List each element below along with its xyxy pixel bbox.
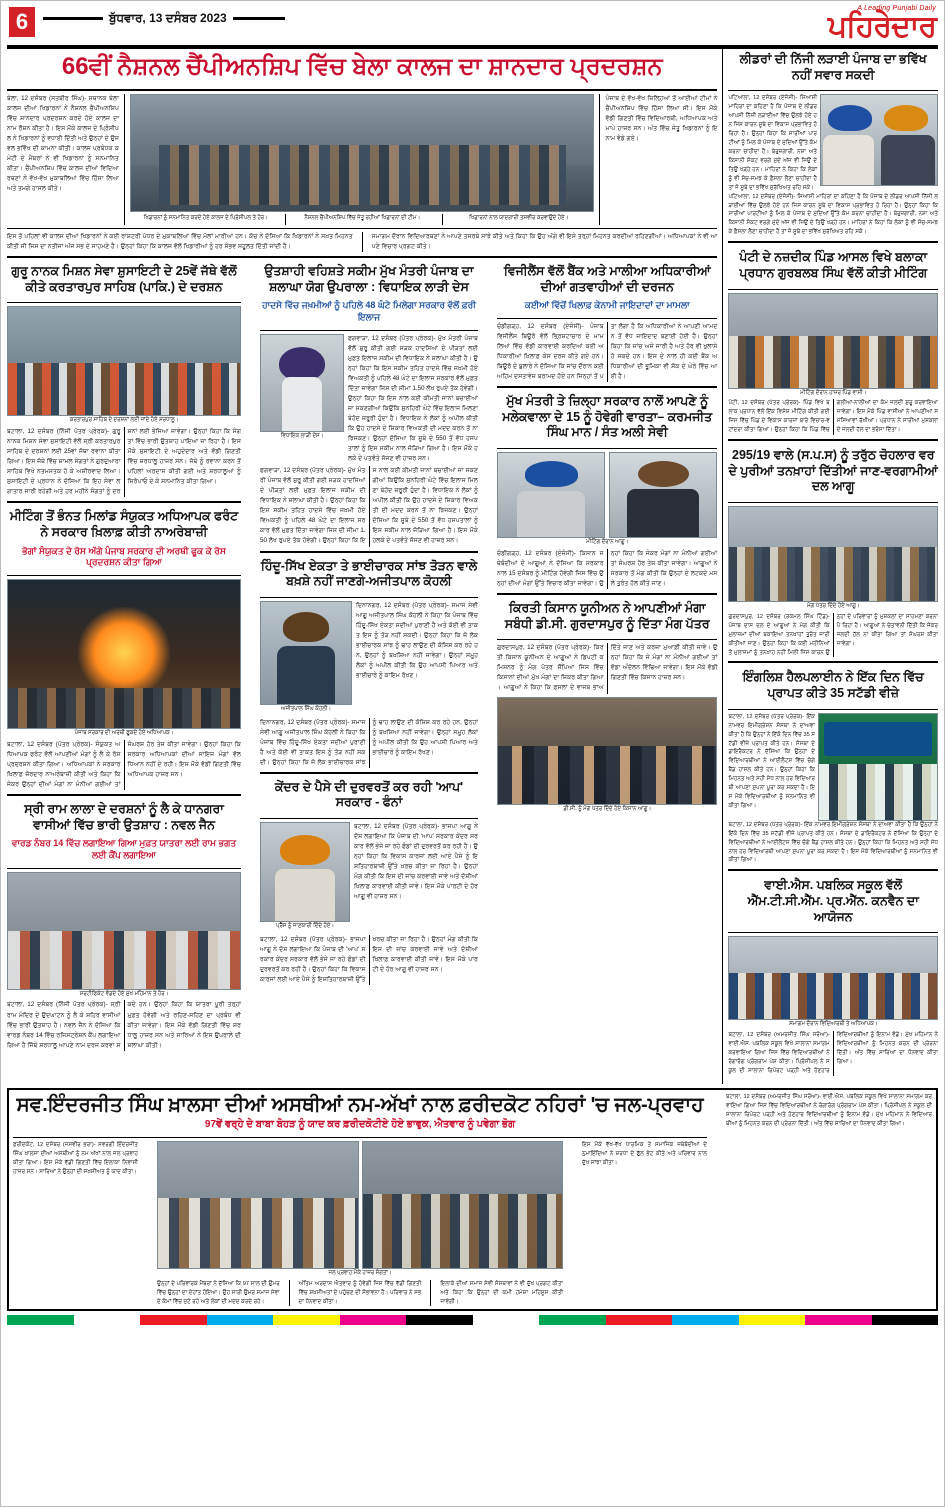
section-utshahi <box>260 261 478 547</box>
lead-story <box>7 49 717 252</box>
section-photo <box>820 94 938 186</box>
lead-photo-block <box>130 94 594 225</box>
section-subhead: ਭੋਗਾਂ ਸੰਯੁਕਤ ਦੇ ਰੋਸ ਅੱਗੇ ਪੰਜਾਬ ਸਰਕਾਰ ਦੀ ਅਰਥੀ ਫੂਕ ਕੇ ਰੋਸ ਪ੍ਰਦਰਸ਼ਨ ਕੀਤਾ ਗਿਆ <box>22 545 226 568</box>
section-kirti-kisan <box>497 598 717 815</box>
section-subhead: ਕਈਆਂ ਵਿੱਚੋਂ ਖਿਲਾਫ਼ ਕੇਨਾਮੀ ਜਾਇਦਾਦਾਂ ਦਾ ਮਾਮਲਾ <box>524 300 690 311</box>
section-headline: ਕਿਰਤੀ ਕਿਸਾਨ ਯੂਨੀਅਨ ਨੇ ਆਪਣੀਆਂ ਮੰਗਾ ਸਬੰਧੀ ਡੀ.ਸੀ. ਗੁਰਦਾਸਪੁਰ ਨੂੰ ਦਿੱਤਾ ਮੰਗ ਪੱਤਰ <box>504 601 710 631</box>
section-caption: ਅਜੀਤਪਾਲ ਸਿੰਘ ਕੋਹਲੀ। <box>280 705 332 712</box>
section-photo <box>7 872 241 990</box>
section-caption: ਪ੍ਰੈੱਸ ਨੂੰ ਜਾਣਕਾਰੀ ਦਿੰਦੇ ਹੋਏ। <box>275 923 335 930</box>
bottom-headline: ਸਵ.ਇੰਦਰਜੀਤ ਸਿੰਘ ਖ਼ਾਲਸਾ ਦੀਆਂ ਅਸਥੀਆਂ ਨਮ-ਅੱਖਾਂ ਨਾਲ ਫ਼ਰੀਦਕੋਟ ਨਹਿਰਾਂ 'ਚ ਜਲ-ਪ੍ਰਵਾਹ <box>16 1093 704 1116</box>
section-body: ਪੰਟੀ, 12 ਦਸੰਬਰ (ਪੱਤਰ ਪ੍ਰੇਰਕ)- ਪਿੰਡ ਵਿਖੇ ਬਲਾਕ ਪ੍ਰਧਾਨ ਵੱਲੋਂ ਇੱਕ ਵਿਸ਼ੇਸ਼ ਮੀਟਿੰਗ ਕੀਤੀ ਗਈ ਜਿਸ ਵਿੱਚ ਪਿੰਡ ਦੇ ਵਿਕਾਸ ਕਾਰਜਾਂ ਬਾਰੇ ਵਿਚਾਰ-ਵਟਾਂਦਰਾ ਕੀਤਾ ਗਿਆ। ਉਨ੍ਹਾਂ ਕਿਹਾ ਕਿ ਪਿੰਡ ਵਿੱਚ ਗਲੀਆਂ-ਨਾਲੀਆਂ ਦਾ ਕੰਮ ਜਲਦੀ ਸ਼ੁਰੂ ਕਰਵਾਇਆ ਜਾਵੇਗਾ। ਇਸ ਮੌਕੇ ਪਿੰਡ ਵਾਸੀਆਂ ਨੇ ਆਪਣੀਆਂ ਸਮੱਸਿਆਵਾਂ ਰੱਖੀਆਂ। ਪ੍ਰਧਾਨ ਨੇ ਸਾਰੀਆਂ ਮੁਸ਼ਕਲਾਂ ਦੇ ਜਲਦੀ ਹੱਲ ਦਾ ਭਰੋਸਾ ਦਿੱਤਾ। <box>728 400 938 434</box>
section-body: ਬਟਾਲਾ, 12 ਦਸੰਬਰ (ਪੱਤਰ ਪ੍ਰੇਰਕ)- ਸੰਯੁਕਤ ਅਧਿਆਪਕ ਫਰੰਟ ਵੱਲੋਂ ਆਪਣੀਆਂ ਮੰਗਾਂ ਨੂੰ ਲੈ ਕੇ ਰੋਸ ਪ੍ਰਦਰਸ਼ਨ ਕੀਤਾ ਗਿਆ। ਅਧਿਆਪਕਾਂ ਨੇ ਸਰਕਾਰ ਖ਼ਿਲਾਫ਼ ਜ਼ੋਰਦਾਰ ਨਾਅਰੇਬਾਜ਼ੀ ਕੀਤੀ ਅਤੇ ਕਿਹਾ ਕਿ ਜੇਕਰ ਉਨ੍ਹਾਂ ਦੀਆਂ ਮੰਗਾਂ ਨਾ ਮੰਨੀਆਂ ਗਈਆਂ ਤਾਂ ਸੰਘਰਸ਼ ਹੋਰ ਤੇਜ਼ ਕੀਤਾ ਜਾਵੇਗਾ। ਉਨ੍ਹਾਂ ਕਿਹਾ ਕਿ ਸਰਕਾਰ ਅਧਿਆਪਕਾਂ ਦੀਆਂ ਜਾਇਜ਼ ਮੰਗਾਂ ਵੱਲ ਧਿਆਨ ਨਹੀਂ ਦੇ ਰਹੀ। ਇਸ ਮੌਕੇ ਵੱਡੀ ਗਿਣਤੀ ਵਿੱਚ ਅਧਿਆਪਕ ਹਾਜ਼ਰ ਸਨ। <box>7 740 241 788</box>
section-caption: ਪੰਜਾਬ ਸਰਕਾਰ ਦੀ ਅਰਥੀ ਫੂਕਦੇ ਹੋਏ ਅਧਿਆਪਕ। <box>74 729 174 736</box>
lead-body-4: ਪੰਜਾਬ ਦੇ ਵੱਖ-ਵੱਖ ਜ਼ਿਲ੍ਹਿਆਂ ਤੋਂ ਆਈਆਂ ਟੀਮਾਂ ਨੇ ਚੈਂਪੀਅਨਸ਼ਿਪ ਵਿੱਚ ਹਿੱਸਾ ਲਿਆ ਸੀ। ਇਸ ਮੌਕੇ ਵੱਡੀ ਗਿਣਤੀ ਵਿੱਚ ਵਿਦਿਆਰਥੀ, ਅਧਿਆਪਕ ਅਤੇ ਮਾਪੇ ਹਾਜ਼ਰ ਸਨ। ਅੰਤ ਵਿੱਚ ਜੇਤੂ ਖਿਡਾਰਨਾਂ ਨੂੰ ਇਨਾਮ ਵੰਡੇ ਗਏ। <box>605 95 718 143</box>
section-headline: ਪੰਟੀ ਦੇ ਨਜ਼ਦੀਕ ਪਿੰਡ ਆਸਲ ਵਿਖੇ ਬਲਾਕਾ ਪ੍ਰਧਾਨ ਗੁਰਬਲਬ ਸਿੰਘ ਵੱਲੋਂ ਕੀਤੀ ਮੀਟਿੰਗ <box>739 250 928 280</box>
color-registration-strip <box>7 1315 938 1325</box>
section-subhead: ਵਾਰਡ ਨੰਬਰ 14 ਵਿੱਚ ਲਗਾਇਆ ਗਿਆ ਮੁਫ਼ਤ ਯਾਤਰਾ ਲਈ ਰਾਮ ਭਗਤ ਲਈ ਕੈਂਪ ਲਗਾਇਆ <box>11 838 237 860</box>
bottom-caption: ਜਲ ਪ੍ਰਵਾਹ ਮੌਕੇ ਹਾਜ਼ਰ ਸੰਗਤਾਂ। <box>328 1269 392 1276</box>
section-caption: ਸਮਾਗਮ ਦੌਰਾਨ ਵਿਦਿਆਰਥੀ ਤੇ ਅਧਿਆਪਕ। <box>789 1021 878 1028</box>
section-photo <box>260 334 344 432</box>
section-photo <box>7 579 241 729</box>
page-body <box>1 49 944 1084</box>
date-rule-left <box>43 17 103 20</box>
section-headline: ਵਾਈ.ਐਸ. ਪਬਲਿਕ ਸਕੂਲ ਵੱਲੋਂ ਐੱਮ.ਟੀ.ਸੀ.ਐੱਮ. ਪ੍ਰ.ਐੱਨ. ਕਨਵੈਨ ਦਾ ਆਯੋਜਨ <box>747 878 919 924</box>
section-ram-lala <box>7 799 241 1051</box>
masthead-brand <box>828 5 936 42</box>
section-body-left: ਬਟਾਲਾ, 12 ਦਸੰਬਰ (ਪੱਤਰ ਪ੍ਰੇਰਕ)- ਇੱਕ ਨਾਮਵਰ ਇਮੀਗ੍ਰੇਸ਼ਨ ਸੰਸਥਾ ਨੇ ਦਾਅਵਾ ਕੀਤਾ ਹੈ ਕਿ ਉਨ੍ਹਾਂ ਨੇ ਇੱਕੋ ਦਿਨ ਵਿੱਚ 35 ਸਟੱਡੀ ਵੀਜ਼ੇ ਪ੍ਰਾਪਤ ਕੀਤੇ ਹਨ। ਸੰਸਥਾ ਦੇ ਡਾਇਰੈਕਟਰ ਨੇ ਦੱਸਿਆ ਕਿ ਉਨ੍ਹਾਂ ਦੇ ਵਿਦਿਆਰਥੀਆਂ ਨੇ ਆਈਲੈਟਸ ਵਿੱਚ ਚੰਗੇ ਬੈਂਡ ਹਾਸਲ ਕੀਤੇ ਹਨ। ਉਨ੍ਹਾਂ ਕਿਹਾ ਕਿ ਮਿਹਨਤ ਅਤੇ ਸਹੀ ਸੇਧ ਨਾਲ ਹਰ ਵਿਦਿਆਰਥੀ ਆਪਣਾ ਸੁਪਨਾ ਪੂਰਾ ਕਰ ਸਕਦਾ ਹੈ। ਇਸ ਮੌਕੇ ਵਿਦਿਆਰਥੀਆਂ ਨੂੰ ਸਨਮਾਨਿਤ ਵੀ ਕੀਤਾ ਗਿਆ। <box>728 713 815 810</box>
section-headline: ਲੀਡਰਾਂ ਦੀ ਨਿੱਜੀ ਲੜਾਈ ਪੰਜਾਬ ਦਾ ਭਵਿੱਖ ਨਹੀਂ ਸਵਾਰ ਸਕਦੀ <box>739 52 927 82</box>
bottom-photo-2 <box>362 1141 564 1269</box>
section-caption: ਡੀ.ਸੀ. ਨੂੰ ਮੰਗ ਪੱਤਰ ਦਿੰਦੇ ਹੋਏ ਕਿਸਾਨ ਆਗੂ। <box>563 805 652 812</box>
lead-body-2: ਇਸ ਤੋਂ ਪਹਿਲਾਂ ਵੀ ਕਾਲਜ ਦੀਆਂ ਖਿਡਾਰਨਾਂ ਨੇ ਕਈ ਰਾਸ਼ਟਰੀ ਪੱਧਰ ਦੇ ਮੁਕਾਬਲਿਆਂ ਵਿੱਚ ਮੱਲਾਂ ਮਾਰੀਆਂ ਹਨ। ਕੋਚ ਨੇ ਦੱਸਿਆ ਕਿ ਖਿਡਾਰਨਾਂ ਨੇ ਸਖ਼ਤ ਮਿਹਨਤ ਕੀਤੀ ਸੀ ਜਿਸ ਦਾ ਨਤੀਜਾ ਅੱਜ ਸਭ ਦੇ ਸਾਹਮਣੇ ਹੈ। ਉਨ੍ਹਾਂ ਕਿਹਾ ਕਿ ਕਾਲਜ ਵੱਲੋਂ ਖਿਡਾਰੀਆਂ ਨੂੰ ਹਰ ਸੰਭਵ ਸਹੂਲਤ ਦਿੱਤੀ ਜਾਂਦੀ ਹੈ। <box>7 232 353 250</box>
lead-col-4 <box>605 94 717 225</box>
section-headline: ਵਿਜੀਲੈਂਸ ਵੱਲੋਂ ਬੈਂਕ ਅਤੇ ਮਾਲੀਆ ਅਧਿਕਾਰੀਆਂ ਦੀਆਂ ਗਤਵਾਹੀਆਂ ਦੀ ਦਰਜਨ <box>503 263 711 294</box>
section-photo <box>728 506 938 602</box>
section-body: ਬਟਾਲਾ, 12 ਦਸੰਬਰ (ਪੱਤਰ ਪ੍ਰੇਰਕ)- ਇੱਕ ਨਾਮਵਰ ਇਮੀਗ੍ਰੇਸ਼ਨ ਸੰਸਥਾ ਨੇ ਦਾਅਵਾ ਕੀਤਾ ਹੈ ਕਿ ਉਨ੍ਹਾਂ ਨੇ ਇੱਕੋ ਦਿਨ ਵਿੱਚ 35 ਸਟੱਡੀ ਵੀਜ਼ੇ ਪ੍ਰਾਪਤ ਕੀਤੇ ਹਨ। ਸੰਸਥਾ ਦੇ ਡਾਇਰੈਕਟਰ ਨੇ ਦੱਸਿਆ ਕਿ ਉਨ੍ਹਾਂ ਦੇ ਵਿਦਿਆਰਥੀਆਂ ਨੇ ਆਈਲੈਟਸ ਵਿੱਚ ਚੰਗੇ ਬੈਂਡ ਹਾਸਲ ਕੀਤੇ ਹਨ। ਉਨ੍ਹਾਂ ਕਿਹਾ ਕਿ ਮਿਹਨਤ ਅਤੇ ਸਹੀ ਸੇਧ ਨਾਲ ਹਰ ਵਿਦਿਆਰਥੀ ਆਪਣਾ ਸੁਪਨਾ ਪੂਰਾ ਕਰ ਸਕਦਾ ਹੈ। ਇਸ ਮੌਕੇ ਵਿਦਿਆਰਥੀਆਂ ਨੂੰ ਸਨਮਾਨਿਤ ਵੀ ਕੀਤਾ ਗਿਆ। <box>728 821 938 864</box>
section-ticket <box>728 445 938 663</box>
bottom-right-col <box>722 1093 936 1129</box>
section-photo <box>497 697 717 805</box>
section-photo <box>260 601 352 705</box>
section-headline: ਉਤਸ਼ਾਹੀ ਵਹਿਸ਼ਤੇ ਸਕੀਮ ਮੁੱਖ ਮੰਤਰੀ ਪੰਜਾਬ ਦਾ ਸ਼ਲਾਘਾ ਯੋਗ ਉਪਰਾਲਾ : ਵਿਧਾਇਕ ਲਾੜੀ ਦੇਸ <box>264 263 474 294</box>
section-headline: 295/19 ਵਾਲੇ (ਸ.ਪ.ਸ) ਨੂੰ ਤਰੁੱਠ ਚੋਹਲਾਰ ਵਰ ਦੇ ਪੁਰੀਆਂ ਤਨਖ਼ਾਹਾਂ ਦਿੱਤੀਆਂ ਜਾਣ-ਵਰਗਾਮੀਆਂ ਦਲ ਆਗੂ <box>728 448 938 494</box>
section-leaders <box>728 49 938 243</box>
section-photo <box>728 293 938 389</box>
lead-headline: 66ਵੀਂ ਨੈਸ਼ਨਲ ਚੈਂਪੀਅਨਸ਼ਿਪ ਵਿੱਚ ਬੇਲਾ ਕਾਲਜ ਦਾ ਸ਼ਾਨਦਾਰ ਪ੍ਰਦਰਸ਼ਨ <box>61 53 663 80</box>
lead-body-3: ਸਮਾਗਮ ਦੌਰਾਨ ਵਿਦਿਆਰਥਣਾਂ ਨੇ ਆਪਣੇ ਤਜਰਬੇ ਸਾਂਝੇ ਕੀਤੇ ਅਤੇ ਕਿਹਾ ਕਿ ਉਹ ਅੱਗੇ ਵੀ ਇਸੇ ਤਰ੍ਹਾਂ ਮਿਹਨਤ ਕਰਦੀਆਂ ਰਹਿਣਗੀਆਂ। ਅਧਿਆਪਕਾਂ ਨੇ ਵੀ ਆਪਣੇ ਵਿਚਾਰ ਪ੍ਰਗਟ ਕੀਤੇ। <box>371 232 718 250</box>
lead-caption-1: ਖਿਡਾਰਨਾਂ ਨੂੰ ਸਨਮਾਨਿਤ ਕਰਦੇ ਹੋਏ ਕਾਲਜ ਦੇ ਪ੍ਰਿੰਸੀਪਲ ਤੇ ਹੋਰ। <box>143 215 268 221</box>
section-body: ਬਟਾਲਾ, 12 ਦਸੰਬਰ (ਨਿੱਜੀ ਪੱਤਰ ਪ੍ਰੇਰਕ)- ਸ੍ਰੀ ਰਾਮ ਮੰਦਿਰ ਦੇ ਉਦਘਾਟਨ ਨੂੰ ਲੈ ਕੇ ਸ਼ਹਿਰ ਵਾਸੀਆਂ ਵਿੱਚ ਭਾਰੀ ਉਤਸ਼ਾਹ ਹੈ। ਨਵਲ ਜੈਨ ਨੇ ਦੱਸਿਆ ਕਿ ਵਾਰਡ ਨੰਬਰ 14 ਵਿੱਚ ਰਜਿਸਟ੍ਰੇਸ਼ਨ ਕੈਂਪ ਲਗਾਇਆ ਗਿਆ ਹੈ ਜਿੱਥੇ ਸ਼ਰਧਾਲੂ ਆਪਣੇ ਨਾਮ ਦਰਜ ਕਰਵਾ ਸਕਦੇ ਹਨ। ਉਨ੍ਹਾਂ ਕਿਹਾ ਕਿ ਯਾਤਰਾ ਪੂਰੀ ਤਰ੍ਹਾਂ ਮੁਫ਼ਤ ਹੋਵੇਗੀ ਅਤੇ ਰਹਿਣ-ਸਹਿਣ ਦਾ ਪ੍ਰਬੰਧ ਵੀ ਕੀਤਾ ਜਾਵੇਗਾ। ਇਸ ਮੌਕੇ ਵੱਡੀ ਗਿਣਤੀ ਵਿੱਚ ਸ਼ਰਧਾਲੂ ਹਾਜ਼ਰ ਸਨ ਅਤੇ ਸਾਰਿਆਂ ਨੇ ਇਸ ਉਪਰਾਲੇ ਦੀ ਸ਼ਲਾਘਾ ਕੀਤੀ। <box>7 1001 241 1049</box>
section-headline: ਹਿੰਦੂ-ਸਿੱਖ ਏਕਤਾ ਤੇ ਭਾਈਚਾਰਕ ਸਾਂਝ ਤੋੜਨ ਵਾਲੇ ਬਖ਼ਸ਼ੇ ਨਹੀਂ ਜਾਣਗੇ-ਅਜੀਤਪਾਲ ਕੋਹਲੀ <box>260 558 478 589</box>
lead-caption-3: ਖਿਡਾਰਨਾਂ ਨਾਲ ਯਾਦਗਾਰੀ ਤਸਵੀਰ ਕਰਵਾਉਂਦੇ ਹੋਏ। <box>442 214 594 225</box>
lead-caption-2: ਨੈਸ਼ਨਲ ਚੈਂਪੀਅਨਸ਼ਿਪ ਵਿੱਚ ਜੇਤੂ ਰਹੀਆਂ ਖਿਡਾਰਨਾਂ ਦੀ ਟੀਮ। <box>285 214 437 225</box>
section-body-top: ਫਗਵਾੜਾ, 12 ਦਸੰਬਰ (ਪੱਤਰ ਪ੍ਰੇਰਕ)- ਮੁੱਖ ਮੰਤਰੀ ਪੰਜਾਬ ਵੱਲੋਂ ਸ਼ੁਰੂ ਕੀਤੀ ਗਈ ਸੜਕ ਹਾਦਸਿਆਂ ਦੇ ਪੀੜਤਾਂ ਲਈ ਮੁਫ਼ਤ ਇਲਾਜ ਸਕੀਮ ਦੀ ਵਿਧਾਇਕ ਨੇ ਸ਼ਲਾਘਾ ਕੀਤੀ ਹੈ। ਉਨ੍ਹਾਂ ਕਿਹਾ ਕਿ ਇਸ ਸਕੀਮ ਤਹਿਤ ਹਾਦਸੇ ਵਿੱਚ ਜਖ਼ਮੀ ਹੋਏ ਵਿਅਕਤੀ ਨੂੰ ਪਹਿਲੇ 48 ਘੰਟੇ ਦਾ ਇਲਾਜ ਸਰਕਾਰ ਵੱਲੋਂ ਮੁਫ਼ਤ ਦਿੱਤਾ ਜਾਵੇਗਾ ਜਿਸ ਦੀ ਸੀਮਾ 1.50 ਲੱਖ ਰੁਪਏ ਤੱਕ ਹੋਵੇਗੀ। ਉਨ੍ਹਾਂ ਕਿਹਾ ਕਿ ਇਸ ਨਾਲ ਕਈ ਕੀਮਤੀ ਜਾਨਾਂ ਬਚਾਈਆਂ ਜਾ ਸਕਣਗੀਆਂ ਕਿਉਂਕਿ ਸੁਨਹਿਰੀ ਘੰਟੇ ਵਿੱਚ ਇਲਾਜ ਮਿਲਣਾ ਬੇਹੱਦ ਜ਼ਰੂਰੀ ਹੁੰਦਾ ਹੈ। ਵਿਧਾਇਕ ਨੇ ਲੋਕਾਂ ਨੂੰ ਅਪੀਲ ਕੀਤੀ ਕਿ ਉਹ ਹਾਦਸੇ ਦੇ ਸ਼ਿਕਾਰ ਵਿਅਕਤੀ ਦੀ ਮਦਦ ਕਰਨ ਤੋਂ ਨਾ ਝਿਜਕਣ। ਉਨ੍ਹਾਂ ਦੱਸਿਆ ਕਿ ਸੂਬੇ ਦੇ 550 ਤੋਂ ਵੱਧ ਹਸਪਤਾਲਾਂ ਨੂੰ ਇਸ ਸਕੀਮ ਨਾਲ ਜੋੜਿਆ ਗਿਆ ਹੈ। ਇਸ ਮੌਕੇ ਹਲਕੇ ਦੇ ਪਤਵੰਤੇ ਸੱਜਣ ਵੀ ਹਾਜ਼ਰ ਸਨ। <box>348 334 478 463</box>
section-helpline <box>728 667 938 871</box>
bottom-right-body: ਬਟਾਲਾ, 12 ਦਸੰਬਰ (ਅਮਰਜੀਤ ਸਿੰਘ ਸਰੋਆ)- ਵਾਈ.ਐਸ. ਪਬਲਿਕ ਸਕੂਲ ਵਿਖੇ ਸਾਲਾਨਾ ਸਮਾਗਮ ਕਰਵਾਇਆ ਗਿਆ ਜਿਸ ਵਿੱਚ ਵਿਦਿਆਰਥੀਆਂ ਨੇ ਰੰਗਾਰੰਗ ਪ੍ਰੋਗਰਾਮ ਪੇਸ਼ ਕੀਤਾ। ਪ੍ਰਿੰਸੀਪਲ ਨੇ ਸਕੂਲ ਦੀ ਸਾਲਾਨਾ ਰਿਪੋਰਟ ਪੜ੍ਹੀ ਅਤੇ ਹੋਣਹਾਰ ਵਿਦਿਆਰਥੀਆਂ ਨੂੰ ਇਨਾਮ ਵੰਡੇ। ਮੁੱਖ ਮਹਿਮਾਨ ਨੇ ਵਿਦਿਆਰਥੀਆਂ ਨੂੰ ਮਿਹਨਤ ਕਰਨ ਦੀ ਪ੍ਰੇਰਨਾ ਦਿੱਤੀ। ਅੰਤ ਵਿੱਚ ਸਾਰਿਆਂ ਦਾ ਧੰਨਵਾਦ ਕੀਤਾ ਗਿਆ। <box>726 1093 932 1127</box>
section-headline: ਇੰਗਲਿਸ਼ ਹੈਲਪਲਾਈਨ ਨੇ ਇੱਕ ਦਿਨ ਵਿੱਚ ਪ੍ਰਾਪਤ ਕੀਤੇ 35 ਸਟੱਡੀ ਵੀਜ਼ੇ <box>742 670 924 701</box>
section-headline: ਸ੍ਰੀ ਰਾਮ ਲਾਲਾ ਦੇ ਦਰਸ਼ਨਾਂ ਨੂੰ ਲੈ ਕੇ ਧਾਨਗਰਾ ਵਾਸੀਆਂ ਵਿੱਚ ਭਾਰੀ ਉਤਸ਼ਾਹ : ਨਵਲ ਜੈਨ <box>24 802 224 832</box>
main-col-b <box>260 261 478 989</box>
lead-body-1: ਬੇਲਾ, 12 ਦਸੰਬਰ (ਸਤਬੀਰ ਸਿੰਘ)- ਸਥਾਨਕ ਬੇਲਾ ਕਾਲਜ ਦੀਆਂ ਖਿਡਾਰਨਾਂ ਨੇ ਨੈਸ਼ਨਲ ਚੈਂਪੀਅਨਸ਼ਿਪ ਵਿੱਚ ਸ਼ਾਨਦਾਰ ਪ੍ਰਦਰਸ਼ਨ ਕਰਦੇ ਹੋਏ ਕਾਲਜ ਦਾ ਨਾਮ ਰੌਸ਼ਨ ਕੀਤਾ ਹੈ। ਇਸ ਮੌਕੇ ਕਾਲਜ ਦੇ ਪ੍ਰਿੰਸੀਪਲ ਨੇ ਖਿਡਾਰਨਾਂ ਨੂੰ ਵਧਾਈ ਦਿੱਤੀ ਅਤੇ ਉਨ੍ਹਾਂ ਦੇ ਉਜਵਲ ਭਵਿੱਖ ਦੀ ਕਾਮਨਾ ਕੀਤੀ। ਕਾਲਜ ਪ੍ਰਬੰਧਕ ਕਮੇਟੀ ਦੇ ਮੈਂਬਰਾਂ ਨੇ ਵੀ ਖਿਡਾਰਨਾਂ ਨੂੰ ਸਨਮਾਨਿਤ ਕੀਤਾ। ਚੈਂਪੀਅਨਸ਼ਿਪ ਵਿੱਚ ਕਾਲਜ ਦੀਆਂ ਵਿਦਿਆਰਥਣਾਂ ਨੇ ਵੱਖ-ਵੱਖ ਮੁਕਾਬਲਿਆਂ ਵਿੱਚ ਹਿੱਸਾ ਲਿਆ ਅਤੇ ਤਮਗੇ ਹਾਸਲ ਕੀਤੇ। <box>7 95 119 193</box>
section-headline: ਗੁਰੂ ਨਾਨਕ ਮਿਸ਼ਨ ਸੇਵਾ ਸ਼ੁਸਾਇਟੀ ਦੇ 25ਵੇਂ ਜੱਥੇ ਵੱਲੋਂ ਕੀਤੇ ਕਰਤਾਰਪੁਰ ਸਾਹਿਬ (ਪਾਕਿ.) ਦੇ ਦਰਸ਼ਨ <box>11 263 237 294</box>
section-body-top: ਬਟਾਲਾ, 12 ਦਸੰਬਰ (ਪੱਤਰ ਪ੍ਰੇਰਕ)- ਭਾਜਪਾ ਆਗੂ ਨੇ ਦੋਸ਼ ਲਗਾਇਆ ਕਿ ਪੰਜਾਬ ਦੀ 'ਆਪ' ਸਰਕਾਰ ਕੇਂਦਰ ਸਰਕਾਰ ਵੱਲੋਂ ਭੇਜੇ ਜਾ ਰਹੇ ਫੰਡਾਂ ਦੀ ਦੁਰਵਰਤੋਂ ਕਰ ਰਹੀ ਹੈ। ਉਨ੍ਹਾਂ ਕਿਹਾ ਕਿ ਵਿਕਾਸ ਕਾਰਜਾਂ ਲਈ ਆਏ ਪੈਸੇ ਨੂੰ ਇਸ਼ਤਿਹਾਰਬਾਜ਼ੀ ਉੱਤੇ ਖ਼ਰਚ ਕੀਤਾ ਜਾ ਰਿਹਾ ਹੈ। ਉਨ੍ਹਾਂ ਮੰਗ ਕੀਤੀ ਕਿ ਇਸ ਦੀ ਜਾਂਚ ਕਰਵਾਈ ਜਾਵੇ ਅਤੇ ਦੋਸ਼ੀਆਂ ਖ਼ਿਲਾਫ਼ ਕਾਰਵਾਈ ਕੀਤੀ ਜਾਵੇ। ਇਸ ਮੌਕੇ ਪਾਰਟੀ ਦੇ ਹੋਰ ਆਗੂ ਵੀ ਹਾਜ਼ਰ ਸਨ। <box>354 823 478 901</box>
bottom-subhead: 97ਵੇਂ ਵਰ੍ਹੇ ਦੇ ਬਾਬਾ ਬੋਹੜ ਨੂੰ ਯਾਦ ਕਰ ਫ਼ਰੀਦਕੋਟੀਏ ਹੋਏ ਭਾਵੁਕ, ਐਤਵਾਰ ਨੂੰ ਪਵੇਗਾ ਭੋਗ <box>204 1118 516 1130</box>
section-photo <box>728 936 938 1020</box>
section-caption: ਕਰਤਾਰਪੁਰ ਸਾਹਿਬ ਦੇ ਦਰਸ਼ਨਾਂ ਲਈ ਜਾਂਦੇ ਹੋਏ ਸ਼ਰਧਾਲੂ। <box>69 417 179 424</box>
section-body: ਫਗਵਾੜਾ, 12 ਦਸੰਬਰ (ਪੱਤਰ ਪ੍ਰੇਰਕ)- ਮੁੱਖ ਮੰਤਰੀ ਪੰਜਾਬ ਵੱਲੋਂ ਸ਼ੁਰੂ ਕੀਤੀ ਗਈ ਸੜਕ ਹਾਦਸਿਆਂ ਦੇ ਪੀੜਤਾਂ ਲਈ ਮੁਫ਼ਤ ਇਲਾਜ ਸਕੀਮ ਦੀ ਵਿਧਾਇਕ ਨੇ ਸ਼ਲਾਘਾ ਕੀਤੀ ਹੈ। ਉਨ੍ਹਾਂ ਕਿਹਾ ਕਿ ਇਸ ਸਕੀਮ ਤਹਿਤ ਹਾਦਸੇ ਵਿੱਚ ਜਖ਼ਮੀ ਹੋਏ ਵਿਅਕਤੀ ਨੂੰ ਪਹਿਲੇ 48 ਘੰਟੇ ਦਾ ਇਲਾਜ ਸਰਕਾਰ ਵੱਲੋਂ ਮੁਫ਼ਤ ਦਿੱਤਾ ਜਾਵੇਗਾ ਜਿਸ ਦੀ ਸੀਮਾ 1.50 ਲੱਖ ਰੁਪਏ ਤੱਕ ਹੋਵੇਗੀ। ਉਨ੍ਹਾਂ ਕਿਹਾ ਕਿ ਇਸ ਨਾਲ ਕਈ ਕੀਮਤੀ ਜਾਨਾਂ ਬਚਾਈਆਂ ਜਾ ਸਕਣਗੀਆਂ ਕਿਉਂਕਿ ਸੁਨਹਿਰੀ ਘੰਟੇ ਵਿੱਚ ਇਲਾਜ ਮਿਲਣਾ ਬੇਹੱਦ ਜ਼ਰੂਰੀ ਹੁੰਦਾ ਹੈ। ਵਿਧਾਇਕ ਨੇ ਲੋਕਾਂ ਨੂੰ ਅਪੀਲ ਕੀਤੀ ਕਿ ਉਹ ਹਾਦਸੇ ਦੇ ਸ਼ਿਕਾਰ ਵਿਅਕਤੀ ਦੀ ਮਦਦ ਕਰਨ ਤੋਂ ਨਾ ਝਿਜਕਣ। ਉਨ੍ਹਾਂ ਦੱਸਿਆ ਕਿ ਸੂਬੇ ਦੇ 550 ਤੋਂ ਵੱਧ ਹਸਪਤਾਲਾਂ ਨੂੰ ਇਸ ਸਕੀਮ ਨਾਲ ਜੋੜਿਆ ਗਿਆ ਹੈ। ਇਸ ਮੌਕੇ ਹਲਕੇ ਦੇ ਪਤਵੰਤੇ ਸੱਜਣ ਵੀ ਹਾਜ਼ਰ ਸਨ। <box>260 467 478 545</box>
right-rail <box>722 49 938 1084</box>
section-vigilance <box>497 261 717 382</box>
section-caption: ਮੀਟਿੰਗ ਦੌਰਾਨ ਹਾਜ਼ਰ ਪਿੰਡ ਵਾਸੀ। <box>800 389 867 396</box>
section-body-top: ਦਿਨਾਨਗਰ, 12 ਦਸੰਬਰ (ਪੱਤਰ ਪ੍ਰੇਰਕ)- ਸਮਾਜ ਸੇਵੀ ਆਗੂ ਅਜੀਤਪਾਲ ਸਿੰਘ ਕੋਹਲੀ ਨੇ ਕਿਹਾ ਕਿ ਪੰਜਾਬ ਵਿੱਚ ਹਿੰਦੂ-ਸਿੱਖ ਏਕਤਾ ਸਦੀਆਂ ਪੁਰਾਣੀ ਹੈ ਅਤੇ ਕੋਈ ਵੀ ਤਾਕਤ ਇਸ ਨੂੰ ਤੋੜ ਨਹੀਂ ਸਕਦੀ। ਉਨ੍ਹਾਂ ਕਿਹਾ ਕਿ ਜੋ ਲੋਕ ਭਾਈਚਾਰਕ ਸਾਂਝ ਨੂੰ ਢਾਹ ਲਾਉਣ ਦੀ ਕੋਸ਼ਿਸ਼ ਕਰ ਰਹੇ ਹਨ, ਉਨ੍ਹਾਂ ਨੂੰ ਬਖ਼ਸ਼ਿਆ ਨਹੀਂ ਜਾਵੇਗਾ। ਉਨ੍ਹਾਂ ਸਮੂਹ ਲੋਕਾਂ ਨੂੰ ਅਪੀਲ ਕੀਤੀ ਕਿ ਉਹ ਆਪਸੀ ਪਿਆਰ ਅਤੇ ਭਾਈਚਾਰੇ ਨੂੰ ਕਾਇਮ ਰੱਖਣ। <box>356 601 478 680</box>
lead-photo <box>130 94 594 212</box>
section-hindu-sikh <box>260 556 478 768</box>
main-column <box>7 49 717 1084</box>
section-cm-meeting <box>497 391 717 589</box>
section-caption: ਸਰਟੀਫਿਕੇਟ ਵੰਡਦੇ ਹੋਏ ਮੁੱਖ ਮਹਿਮਾਨ ਤੇ ਹੋਰ। <box>79 990 169 997</box>
section-caption: ਮੀਟਿੰਗ ਦੌਰਾਨ ਆਗੂ। <box>586 539 629 546</box>
bottom-col-1: ਫ਼ਰੀਦਕੋਟ, 12 ਦਸੰਬਰ (ਜਸਵੀਰ ਭਰਾ)- ਸਵਰਗੀ ਇੰਦਰਜੀਤ ਸਿੰਘ ਖ਼ਾਲਸਾ ਦੀਆਂ ਅਸਥੀਆਂ ਨੂੰ ਨਮ ਅੱਖਾਂ ਨਾਲ ਜਲ ਪ੍ਰਵਾਹ ਕੀਤਾ ਗਿਆ। ਇਸ ਮੌਕੇ ਵੱਡੀ ਗਿਣਤੀ ਵਿੱਚ ਇਲਾਕਾ ਨਿਵਾਸੀ ਹਾਜ਼ਰ ਸਨ। ਸਾਰਿਆਂ ਨੇ ਉਨ੍ਹਾਂ ਦੀ ਸਖ਼ਸ਼ੀਅਤ ਨੂੰ ਯਾਦ ਕੀਤਾ। <box>13 1141 138 1175</box>
issue-date: ਬੁੱਧਵਾਰ, 13 ਦਸੰਬਰ 2023 <box>109 11 227 25</box>
section-photo <box>7 306 241 416</box>
section-body: ਚੰਡੀਗੜ੍ਹ, 12 ਦਸੰਬਰ (ਏਜੰਸੀ)- ਕਿਸਾਨ ਜਥੇਬੰਦੀਆਂ ਦੇ ਆਗੂਆਂ ਨੇ ਦੱਸਿਆ ਕਿ ਸਰਕਾਰ ਨਾਲ 15 ਦਸੰਬਰ ਨੂੰ ਮੀਟਿੰਗ ਹੋਵੇਗੀ ਜਿਸ ਵਿੱਚ ਉਨ੍ਹਾਂ ਦੀਆਂ ਮੰਗਾਂ ਉੱਤੇ ਵਿਚਾਰ ਕੀਤਾ ਜਾਵੇਗਾ। ਉਨ੍ਹਾਂ ਕਿਹਾ ਕਿ ਜੇਕਰ ਮੰਗਾਂ ਨਾ ਮੰਨੀਆਂ ਗਈਆਂ ਤਾਂ ਸੰਘਰਸ਼ ਹੋਰ ਤੇਜ਼ ਕੀਤਾ ਜਾਵੇਗਾ। ਆਗੂਆਂ ਨੇ ਸਰਕਾਰ ਤੋਂ ਮੰਗ ਕੀਤੀ ਕਿ ਉਨ੍ਹਾਂ ਦੇ ਲਟਕਦੇ ਮਸਲੇ ਤੁਰੰਤ ਹੱਲ ਕੀਤੇ ਜਾਣ। <box>497 549 718 587</box>
date-rule-right <box>233 17 285 20</box>
section-body: ਗੁਰਦਾਸਪੁਰ, 12 ਦਸੰਬਰ (ਪੱਤਰ ਪ੍ਰੇਰਕ)- ਕਿਰਤੀ ਕਿਸਾਨ ਯੂਨੀਅਨ ਦੇ ਆਗੂਆਂ ਨੇ ਡਿਪਟੀ ਕਮਿਸ਼ਨਰ ਨੂੰ ਮੰਗ ਪੱਤਰ ਸੌਂਪਿਆ ਜਿਸ ਵਿੱਚ ਕਿਸਾਨਾਂ ਦੀਆਂ ਮੁੱਖ ਮੰਗਾਂ ਦਾ ਜ਼ਿਕਰ ਕੀਤਾ ਗਿਆ। ਆਗੂਆਂ ਨੇ ਕਿਹਾ ਕਿ ਫ਼ਸਲਾਂ ਦੇ ਵਾਜਬ ਭਾਅ ਦਿੱਤੇ ਜਾਣ ਅਤੇ ਕਰਜ਼ਾ ਮੁਆਫ਼ੀ ਕੀਤੀ ਜਾਵੇ। ਉਨ੍ਹਾਂ ਕਿਹਾ ਕਿ ਜੇ ਮੰਗਾਂ ਨਾ ਮੰਨੀਆਂ ਗਈਆਂ ਤਾਂ ਵੱਡਾ ਅੰਦੋਲਨ ਵਿੱਢਿਆ ਜਾਵੇਗਾ। ਇਸ ਮੌਕੇ ਵੱਡੀ ਗਿਣਤੀ ਵਿੱਚ ਕਿਸਾਨ ਹਾਜ਼ਰ ਸਨ। <box>497 644 718 692</box>
main-col-a <box>7 261 241 1055</box>
section-caption: ਵਿਧਾਇਕ ਲਾੜੀ ਦੇਸ। <box>280 432 324 439</box>
section-headline: ਕੇਂਦਰ ਦੇ ਪੈਸੇ ਦੀ ਦੁਰਵਰਤੋਂ ਕਰ ਰਹੀ 'ਆਪ' ਸਰਕਾਰ - ਫੰਨਾਂ <box>274 779 464 810</box>
bottom-photo-1 <box>157 1141 359 1269</box>
section-body: ਗੁਰਦਾਸਪੁਰ, 12 ਦਸੰਬਰ (ਰਕਮਲ ਸਿੰਘ ਟਿੰਡ)- ਪੰਜਾਬ ਦਾਸ ਦਲ ਦੇ ਆਗੂਆਂ ਨੇ ਮੰਗ ਕੀਤੀ ਕਿ ਮੁਲਾਜ਼ਮਾਂ ਦੀਆਂ ਬਕਾਇਆ ਤਨਖ਼ਾਹਾਂ ਤੁਰੰਤ ਜਾਰੀ ਕੀਤੀਆਂ ਜਾਣ। ਉਨ੍ਹਾਂ ਕਿਹਾ ਕਿ ਕਈ ਮਹੀਨਿਆਂ ਤੋਂ ਮੁਲਾਜ਼ਮਾਂ ਨੂੰ ਤਨਖ਼ਾਹ ਨਹੀਂ ਮਿਲੀ ਜਿਸ ਕਾਰਨ ਉਨ੍ਹਾਂ ਦੇ ਪਰਿਵਾਰਾਂ ਨੂੰ ਮੁਸ਼ਕਲਾਂ ਦਾ ਸਾਹਮਣਾ ਕਰਨਾ ਪੈ ਰਿਹਾ ਹੈ। ਆਗੂਆਂ ਨੇ ਚੇਤਾਵਨੀ ਦਿੱਤੀ ਕਿ ਜੇਕਰ ਜਲਦੀ ਹੱਲ ਨਾ ਕੀਤਾ ਗਿਆ ਤਾਂ ਸੰਘਰਸ਼ ਕੀਤਾ ਜਾਵੇਗਾ। <box>728 613 938 656</box>
bottom-col-3: ਅੰਤਿਮ ਅਰਦਾਸ ਐਤਵਾਰ ਨੂੰ ਹੋਵੇਗੀ ਜਿਸ ਵਿੱਚ ਵੱਡੀ ਗਿਣਤੀ ਵਿੱਚ ਸ਼ਖ਼ਸੀਅਤਾਂ ਦੇ ਪਹੁੰਚਣ ਦੀ ਸੰਭਾਵਨਾ ਹੈ। ਪਰਿਵਾਰ ਨੇ ਸਭ ਦਾ ਧੰਨਵਾਦ ਕੀਤਾ। <box>298 1280 422 1305</box>
masthead <box>1 1 944 43</box>
brand-name: ਪਹਿਰੇਦਾਰ <box>827 10 936 43</box>
bottom-feature <box>7 1088 938 1312</box>
section-nanak-mission <box>7 261 241 497</box>
section-nadala <box>728 247 938 441</box>
page-number: 6 <box>9 7 35 37</box>
section-caption: ਮੰਗ ਪੱਤਰ ਦਿੰਦੇ ਹੋਏ ਆਗੂ। <box>806 602 860 609</box>
section-headline: ਮੀਟਿੰਗ ਤੋਂ ਭੰਨਤ ਮਿਲਾਂਡ ਸੰਯੁਕਤ ਅਧਿਆਪਕ ਫਰੰਟ ਨੇ ਸਰਕਾਰ ਖ਼ਿਲਾਫ਼ ਕੀਤੀ ਨਾਅਰੇਬਾਜ਼ੀ <box>9 509 239 539</box>
section-photo <box>497 452 605 538</box>
section-photo <box>818 713 938 821</box>
section-dps <box>728 875 938 1079</box>
section-body: ਚੰਡੀਗੜ੍ਹ, 12 ਦਸੰਬਰ (ਏਜੰਸੀ)- ਪੰਜਾਬ ਵਿਜੀਲੈਂਸ ਬਿਊਰੋ ਵੱਲੋਂ ਭ੍ਰਿਸ਼ਟਾਚਾਰ ਦੇ ਮਾਮਲਿਆਂ ਵਿੱਚ ਵੱਡੀ ਕਾਰਵਾਈ ਕਰਦਿਆਂ ਕਈ ਅਧਿਕਾਰੀਆਂ ਖ਼ਿਲਾਫ਼ ਕੇਸ ਦਰਜ ਕੀਤੇ ਗਏ ਹਨ। ਬਿਊਰੋ ਦੇ ਬੁਲਾਰੇ ਨੇ ਦੱਸਿਆ ਕਿ ਜਾਂਚ ਦੌਰਾਨ ਕਈ ਅਹਿਮ ਦਸਤਾਵੇਜ਼ ਬਰਾਮਦ ਹੋਏ ਹਨ ਜਿਨ੍ਹਾਂ ਤੋਂ ਪਤਾ ਲੱਗਾ ਹੈ ਕਿ ਅਧਿਕਾਰੀਆਂ ਨੇ ਆਪਣੀ ਆਮਦਨ ਤੋਂ ਵੱਧ ਜਾਇਦਾਦ ਬਣਾਈ ਹੋਈ ਹੈ। ਉਨ੍ਹਾਂ ਕਿਹਾ ਕਿ ਜਾਂਚ ਅਜੇ ਜਾਰੀ ਹੈ ਅਤੇ ਹੋਰ ਵੀ ਖੁਲਾਸੇ ਹੋ ਸਕਦੇ ਹਨ। ਇਸ ਦੇ ਨਾਲ ਹੀ ਕਈ ਬੈਂਕ ਅਧਿਕਾਰੀਆਂ ਦੀ ਭੂਮਿਕਾ ਵੀ ਸ਼ੱਕ ਦੇ ਘੇਰੇ ਵਿੱਚ ਆਈ ਹੈ। <box>497 322 718 381</box>
bottom-col-4: ਇਲਾਕੇ ਦੀਆਂ ਸਮਾਜ ਸੇਵੀ ਸੰਸਥਾਵਾਂ ਨੇ ਵੀ ਦੁੱਖ ਪ੍ਰਗਟ ਕੀਤਾ ਅਤੇ ਕਿਹਾ ਕਿ ਉਨ੍ਹਾਂ ਦੀ ਕਮੀ ਹਮੇਸ਼ਾ ਮਹਿਸੂਸ ਕੀਤੀ ਜਾਵੇਗੀ। <box>440 1280 564 1305</box>
brand-tagline: A Leading Punjabi Daily <box>857 5 936 12</box>
section-body: ਪਟਿਆਲਾ, 12 ਦਸੰਬਰ (ਏਜੰਸੀ)- ਸਿਆਸੀ ਮਾਹਿਰਾਂ ਦਾ ਕਹਿਣਾ ਹੈ ਕਿ ਪੰਜਾਬ ਦੇ ਲੀਡਰ ਆਪਸੀ ਨਿੱਜੀ ਲੜਾਈਆਂ ਵਿੱਚ ਉਲਝੇ ਹੋਏ ਹਨ ਜਿਸ ਕਾਰਨ ਸੂਬੇ ਦਾ ਵਿਕਾਸ ਪ੍ਰਭਾਵਿਤ ਹੋ ਰਿਹਾ ਹੈ। ਉਨ੍ਹਾਂ ਕਿਹਾ ਕਿ ਸਾਰੀਆਂ ਪਾਰਟੀਆਂ ਨੂੰ ਮਿਲ ਕੇ ਪੰਜਾਬ ਦੇ ਮੁੱਦਿਆਂ ਉੱਤੇ ਕੰਮ ਕਰਨਾ ਚਾਹੀਦਾ ਹੈ। ਬੇਰੁਜ਼ਗਾਰੀ, ਨਸ਼ਾ ਅਤੇ ਕਿਸਾਨੀ ਸੰਕਟ ਵਰਗੇ ਮੁੱਦੇ ਅੱਜ ਵੀ ਜਿਉਂ ਦੇ ਤਿਉਂ ਖੜ੍ਹੇ ਹਨ। ਮਾਹਿਰਾਂ ਨੇ ਕਿਹਾ ਕਿ ਲੋਕਾਂ ਨੂੰ ਵੀ ਸੋਚ-ਸਮਝ ਕੇ ਫ਼ੈਸਲਾ ਲੈਣਾ ਚਾਹੀਦਾ ਹੈ ਤਾਂ ਜੋ ਸੂਬੇ ਦਾ ਭਵਿੱਖ ਸੁਰੱਖਿਅਤ ਰਹਿ ਸਕੇ। <box>728 193 938 236</box>
lead-col-1 <box>7 94 119 225</box>
section-kendra <box>260 777 478 985</box>
section-meeting <box>7 506 241 790</box>
section-body: ਬਟਾਲਾ, 12 ਦਸੰਬਰ (ਅਮਰਜੀਤ ਸਿੰਘ ਸਰੋਆ)- ਵਾਈ.ਐਸ. ਪਬਲਿਕ ਸਕੂਲ ਵਿਖੇ ਸਾਲਾਨਾ ਸਮਾਗਮ ਕਰਵਾਇਆ ਗਿਆ ਜਿਸ ਵਿੱਚ ਵਿਦਿਆਰਥੀਆਂ ਨੇ ਰੰਗਾਰੰਗ ਪ੍ਰੋਗਰਾਮ ਪੇਸ਼ ਕੀਤਾ। ਪ੍ਰਿੰਸੀਪਲ ਨੇ ਸਕੂਲ ਦੀ ਸਾਲਾਨਾ ਰਿਪੋਰਟ ਪੜ੍ਹੀ ਅਤੇ ਹੋਣਹਾਰ ਵਿਦਿਆਰਥੀਆਂ ਨੂੰ ਇਨਾਮ ਵੰਡੇ। ਮੁੱਖ ਮਹਿਮਾਨ ਨੇ ਵਿਦਿਆਰਥੀਆਂ ਨੂੰ ਮਿਹਨਤ ਕਰਨ ਦੀ ਪ੍ਰੇਰਨਾ ਦਿੱਤੀ। ਅੰਤ ਵਿੱਚ ਸਾਰਿਆਂ ਦਾ ਧੰਨਵਾਦ ਕੀਤਾ ਗਿਆ। <box>728 1032 938 1074</box>
section-headline: ਮੁੱਖ ਮੰਤਰੀ ਤੇ ਜ਼ਿਲ੍ਹਾ ਸਰਕਾਰ ਨਾਲੋਂ ਆਪਣੇ ਨੂੰ ਮਲੇਕਵਾਲਾ ਦੇ 15 ਨੂੰ ਹੋਵੇਗੀ ਵਾਰਤਾ– ਕਰਮਜੀਤ ਸਿੰਘ ਮਾਨ / ਸੰਤ ਅਲੀ ਸੇਵੀ <box>502 394 713 440</box>
section-body: ਬਟਾਲਾ, 12 ਦਸੰਬਰ (ਨਿੱਜੀ ਪੱਤਰ ਪ੍ਰੇਰਕ)- ਗੁਰੂ ਨਾਨਕ ਮਿਸ਼ਨ ਸੇਵਾ ਸੁਸਾਇਟੀ ਵੱਲੋਂ ਸ੍ਰੀ ਕਰਤਾਰਪੁਰ ਸਾਹਿਬ ਦੇ ਦਰਸ਼ਨਾਂ ਲਈ 25ਵਾਂ ਜੱਥਾ ਰਵਾਨਾ ਕੀਤਾ ਗਿਆ। ਇਸ ਜੱਥੇ ਵਿੱਚ ਸ਼ਾਮਲ ਸੰਗਤਾਂ ਨੇ ਗੁਰਦੁਆਰਾ ਸਾਹਿਬ ਵਿਖੇ ਨਤਮਸਤਕ ਹੋ ਕੇ ਅਸ਼ੀਰਵਾਦ ਲਿਆ। ਸੁਸਾਇਟੀ ਦੇ ਪ੍ਰਧਾਨ ਨੇ ਦੱਸਿਆ ਕਿ ਇਹ ਸੇਵਾ ਲਗਾਤਾਰ ਜਾਰੀ ਰਹੇਗੀ ਅਤੇ ਹਰ ਮਹੀਨੇ ਸੰਗਤਾਂ ਨੂੰ ਦਰਸ਼ਨਾਂ ਲਈ ਭੇਜਿਆ ਜਾਵੇਗਾ। ਉਨ੍ਹਾਂ ਕਿਹਾ ਕਿ ਸੰਗਤਾਂ ਵਿੱਚ ਭਾਰੀ ਉਤਸ਼ਾਹ ਪਾਇਆ ਜਾ ਰਿਹਾ ਹੈ। ਇਸ ਮੌਕੇ ਸੁਸਾਇਟੀ ਦੇ ਅਹੁਦੇਦਾਰ ਅਤੇ ਵੱਡੀ ਗਿਣਤੀ ਵਿੱਚ ਸ਼ਰਧਾਲੂ ਹਾਜ਼ਰ ਸਨ। ਜੱਥੇ ਨੂੰ ਰਵਾਨਾ ਕਰਨ ਤੋਂ ਪਹਿਲਾਂ ਅਰਦਾਸ ਕੀਤੀ ਗਈ ਅਤੇ ਸ਼ਰਧਾਲੂਆਂ ਨੂੰ ਸਿਰੋਪਾਓ ਦੇ ਕੇ ਸਨਮਾਨਿਤ ਕੀਤਾ ਗਿਆ। <box>7 428 241 496</box>
section-body: ਦਿਨਾਨਗਰ, 12 ਦਸੰਬਰ (ਪੱਤਰ ਪ੍ਰੇਰਕ)- ਸਮਾਜ ਸੇਵੀ ਆਗੂ ਅਜੀਤਪਾਲ ਸਿੰਘ ਕੋਹਲੀ ਨੇ ਕਿਹਾ ਕਿ ਪੰਜਾਬ ਵਿੱਚ ਹਿੰਦੂ-ਸਿੱਖ ਏਕਤਾ ਸਦੀਆਂ ਪੁਰਾਣੀ ਹੈ ਅਤੇ ਕੋਈ ਵੀ ਤਾਕਤ ਇਸ ਨੂੰ ਤੋੜ ਨਹੀਂ ਸਕਦੀ। ਉਨ੍ਹਾਂ ਕਿਹਾ ਕਿ ਜੋ ਲੋਕ ਭਾਈਚਾਰਕ ਸਾਂਝ ਨੂੰ ਢਾਹ ਲਾਉਣ ਦੀ ਕੋਸ਼ਿਸ਼ ਕਰ ਰਹੇ ਹਨ, ਉਨ੍ਹਾਂ ਨੂੰ ਬਖ਼ਸ਼ਿਆ ਨਹੀਂ ਜਾਵੇਗਾ। ਉਨ੍ਹਾਂ ਸਮੂਹ ਲੋਕਾਂ ਨੂੰ ਅਪੀਲ ਕੀਤੀ ਕਿ ਉਹ ਆਪਸੀ ਪਿਆਰ ਅਤੇ ਭਾਈਚਾਰੇ ਨੂੰ ਕਾਇਮ ਰੱਖਣ। <box>260 718 478 766</box>
section-photo <box>260 822 350 922</box>
date-block <box>43 11 828 26</box>
section-body: ਬਟਾਲਾ, 12 ਦਸੰਬਰ (ਪੱਤਰ ਪ੍ਰੇਰਕ)- ਭਾਜਪਾ ਆਗੂ ਨੇ ਦੋਸ਼ ਲਗਾਇਆ ਕਿ ਪੰਜਾਬ ਦੀ 'ਆਪ' ਸਰਕਾਰ ਕੇਂਦਰ ਸਰਕਾਰ ਵੱਲੋਂ ਭੇਜੇ ਜਾ ਰਹੇ ਫੰਡਾਂ ਦੀ ਦੁਰਵਰਤੋਂ ਕਰ ਰਹੀ ਹੈ। ਉਨ੍ਹਾਂ ਕਿਹਾ ਕਿ ਵਿਕਾਸ ਕਾਰਜਾਂ ਲਈ ਆਏ ਪੈਸੇ ਨੂੰ ਇਸ਼ਤਿਹਾਰਬਾਜ਼ੀ ਉੱਤੇ ਖ਼ਰਚ ਕੀਤਾ ਜਾ ਰਿਹਾ ਹੈ। ਉਨ੍ਹਾਂ ਮੰਗ ਕੀਤੀ ਕਿ ਇਸ ਦੀ ਜਾਂਚ ਕਰਵਾਈ ਜਾਵੇ ਅਤੇ ਦੋਸ਼ੀਆਂ ਖ਼ਿਲਾਫ਼ ਕਾਰਵਾਈ ਕੀਤੀ ਜਾਵੇ। ਇਸ ਮੌਕੇ ਪਾਰਟੀ ਦੇ ਹੋਰ ਆਗੂ ਵੀ ਹਾਜ਼ਰ ਸਨ। <box>260 935 478 984</box>
section-body-left: ਪਟਿਆਲਾ, 12 ਦਸੰਬਰ (ਏਜੰਸੀ)- ਸਿਆਸੀ ਮਾਹਿਰਾਂ ਦਾ ਕਹਿਣਾ ਹੈ ਕਿ ਪੰਜਾਬ ਦੇ ਲੀਡਰ ਆਪਸੀ ਨਿੱਜੀ ਲੜਾਈਆਂ ਵਿੱਚ ਉਲਝੇ ਹੋਏ ਹਨ ਜਿਸ ਕਾਰਨ ਸੂਬੇ ਦਾ ਵਿਕਾਸ ਪ੍ਰਭਾਵਿਤ ਹੋ ਰਿਹਾ ਹੈ। ਉਨ੍ਹਾਂ ਕਿਹਾ ਕਿ ਸਾਰੀਆਂ ਪਾਰਟੀਆਂ ਨੂੰ ਮਿਲ ਕੇ ਪੰਜਾਬ ਦੇ ਮੁੱਦਿਆਂ ਉੱਤੇ ਕੰਮ ਕਰਨਾ ਚਾਹੀਦਾ ਹੈ। ਬੇਰੁਜ਼ਗਾਰੀ, ਨਸ਼ਾ ਅਤੇ ਕਿਸਾਨੀ ਸੰਕਟ ਵਰਗੇ ਮੁੱਦੇ ਅੱਜ ਵੀ ਜਿਉਂ ਦੇ ਤਿਉਂ ਖੜ੍ਹੇ ਹਨ। ਮਾਹਿਰਾਂ ਨੇ ਕਿਹਾ ਕਿ ਲੋਕਾਂ ਨੂੰ ਵੀ ਸੋਚ-ਸਮਝ ਕੇ ਫ਼ੈਸਲਾ ਲੈਣਾ ਚਾਹੀਦਾ ਹੈ ਤਾਂ ਜੋ ਸੂਬੇ ਦਾ ਭਵਿੱਖ ਸੁਰੱਖਿਅਤ ਰਹਿ ਸਕੇ। <box>728 95 817 191</box>
bottom-col-2: ਉਨ੍ਹਾਂ ਦੇ ਪਰਿਵਾਰਕ ਮੈਂਬਰਾਂ ਨੇ ਦੱਸਿਆ ਕਿ 97 ਸਾਲ ਦੀ ਉਮਰ ਵਿੱਚ ਉਨ੍ਹਾਂ ਦਾ ਦੇਹਾਂਤ ਹੋਇਆ। ਉਹ ਸਾਰੀ ਉਮਰ ਸਮਾਜ ਸੇਵਾ ਦੇ ਕੰਮਾਂ ਵਿੱਚ ਜੁਟੇ ਰਹੇ ਅਤੇ ਲੋਕਾਂ ਦੀ ਮਦਦ ਕਰਦੇ ਰਹੇ। <box>157 1280 280 1305</box>
bottom-col-5: ਇਸ ਮੌਕੇ ਵੱਖ-ਵੱਖ ਧਾਰਮਿਕ ਤੇ ਸਮਾਜਿਕ ਜਥੇਬੰਦੀਆਂ ਦੇ ਨੁਮਾਇੰਦਿਆਂ ਨੇ ਸ਼ਰਧਾ ਦੇ ਫੁੱਲ ਭੇਟ ਕੀਤੇ ਅਤੇ ਪਰਿਵਾਰ ਨਾਲ ਦੁੱਖ ਸਾਂਝਾ ਕੀਤਾ। <box>582 1141 707 1166</box>
main-col-c <box>497 261 717 819</box>
section-subhead: ਹਾਦਸੇ ਵਿੱਚ ਜਖ਼ਮੀਆਂ ਨੂੰ ਪਹਿਲੇ 48 ਘੰਟੇ ਮਿਲੇਗਾ ਸਰਕਾਰ ਵੱਲੋਂ ਫ਼ਰੀ ਇਲਾਜ <box>262 300 476 322</box>
section-photo <box>609 452 717 538</box>
